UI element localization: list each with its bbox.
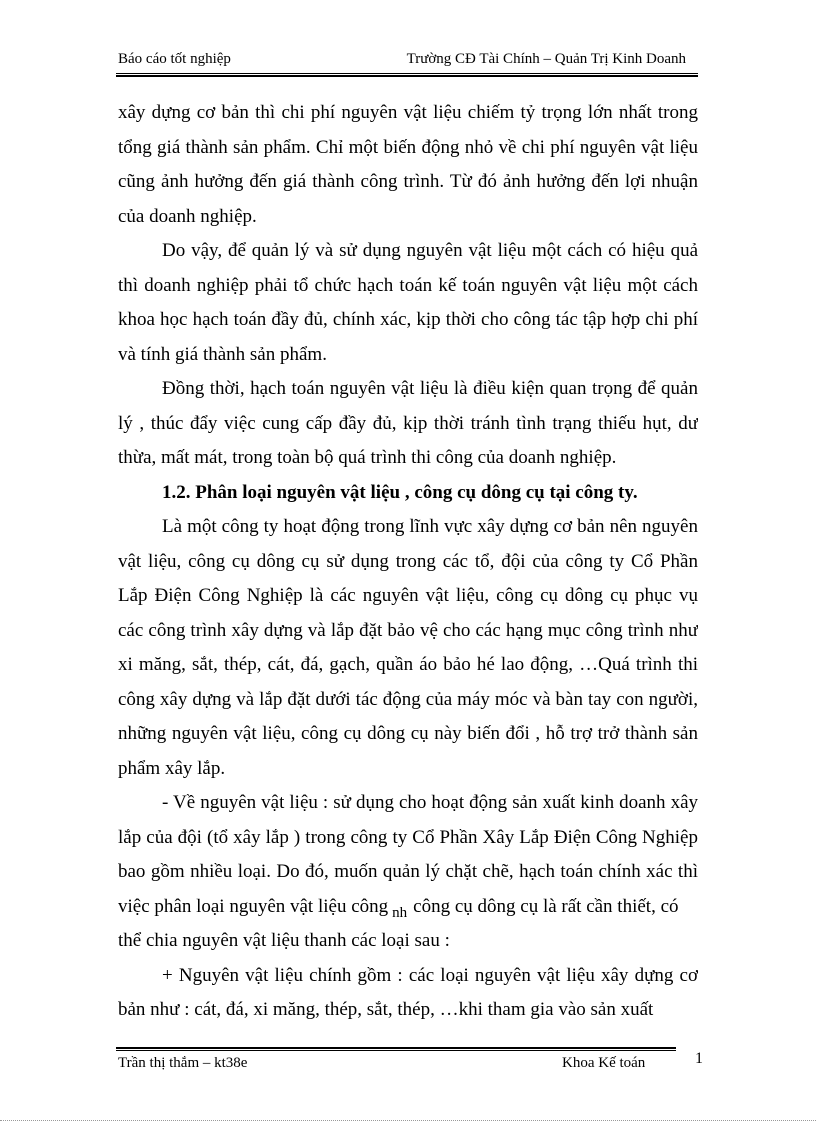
text-line: cũng ảnh hưởng đến giá thành công trình. Từ đó ảnh hưởng đến lợi nhuận xyxy=(118,171,698,192)
text-fragment: công cụ dông cụ là rất cần thiết, có xyxy=(413,895,679,917)
text-line: những nguyên vật liệu, công cụ dông cụ này biến đổi , hỗ trợ trở thành sản xyxy=(118,723,698,744)
text-line: thể chia nguyên vật liệu thanh các loại sau : xyxy=(118,930,450,951)
text-line: phẩm xây lắp. xyxy=(118,757,226,779)
text-fragment: việc phân loại nguyên vật liệu công xyxy=(118,895,389,917)
text-line: Do vậy, để quản lý và sử dụng nguyên vật liệu một cách có hiệu quả xyxy=(162,240,698,261)
text-line: bao gồm nhiều loại. Do đó, muốn quản lý chặt chẽ, hạch toán chính xác thì xyxy=(118,861,698,882)
text-line: bản như : cát, đá, xi măng, thép, sắt, thép, …khi tham gia vào sản xuất xyxy=(118,999,654,1020)
subscript-fragment: nh xyxy=(392,904,408,921)
page-boundary xyxy=(0,1120,816,1121)
text-line: Đồng thời, hạch toán nguyên vật liệu là điều kiện quan trọng để quản xyxy=(162,378,698,399)
text-line xyxy=(118,890,698,925)
text-line: Là một công ty hoạt động trong lĩnh vực xây dựng cơ bản nên nguyên xyxy=(162,516,698,537)
text-line: và tính giá thành sản phẩm. xyxy=(118,343,327,365)
page-header xyxy=(118,51,698,73)
text-line: của doanh nghiệp. xyxy=(118,205,257,227)
text-line: thì doanh nghiệp phải tổ chức hạch toán kế toán nguyên vật liệu một cách xyxy=(118,274,698,296)
text-line: - Về nguyên vật liệu : sử dụng cho hoạt động sản xuất kinh doanh xây xyxy=(162,792,698,813)
header-left-text: Báo cáo tốt nghiệp xyxy=(118,51,231,67)
text-line: vật liệu, công cụ dông cụ sử dụng trong các tổ, đội của công ty Cổ Phần xyxy=(118,550,698,572)
document-body xyxy=(118,96,698,1028)
text-line: tổng giá thành sản phẩm. Chỉ một biến động nhỏ về chi phí nguyên vật liệu xyxy=(118,136,698,158)
text-line: xây dựng cơ bản thì chi phí nguyên vật liệu chiếm tỷ trọng lớn nhất trong xyxy=(118,102,698,123)
footer-rule xyxy=(116,1047,676,1051)
header-rule xyxy=(116,73,698,77)
footer-department: Khoa Kế toán xyxy=(562,1055,646,1071)
section-heading: 1.2. Phân loại nguyên vật liệu , công cụ dông cụ tại công ty. xyxy=(162,481,638,503)
text-line: lắp của đội (tổ xây lắp ) trong công ty Cổ Phần Xây Lắp Điện Công Nghiệp xyxy=(118,826,698,848)
page-number: 1 xyxy=(695,1050,703,1067)
text-line: các công trình xây dựng và lắp đặt bảo vệ cho các hạng mục công trình như xyxy=(118,619,698,641)
footer-author: Trần thị thắm – kt38e xyxy=(118,1055,248,1071)
text-line: khoa học hạch toán đầy đủ, chính xác, kịp thời cho công tác tập hợp chi phí xyxy=(118,309,698,330)
text-line: lý , thúc đẩy việc cung cấp đầy đủ, kịp thời tránh tình trạng thiếu hụt, dư xyxy=(118,412,698,434)
text-line: xi măng, sắt, thép, cát, đá, gạch, quần áo bảo hé lao động, …Quá trình thi xyxy=(118,654,698,675)
text-line: công xây dựng và lắp đặt dưới tác động của máy móc và bàn tay con người, xyxy=(118,688,698,710)
text-line: Lắp Điện Công Nghiệp là các nguyên vật liệu, công cụ dông cụ phục vụ xyxy=(118,585,698,606)
text-line: thừa, mất mát, trong toàn bộ quá trình thi công của doanh nghiệp. xyxy=(118,447,617,468)
header-right-text: Trường CĐ Tài Chính – Quản Trị Kinh Doanh xyxy=(406,51,686,67)
text-line: + Nguyên vật liệu chính gồm : các loại nguyên vật liệu xây dựng cơ xyxy=(162,964,698,986)
